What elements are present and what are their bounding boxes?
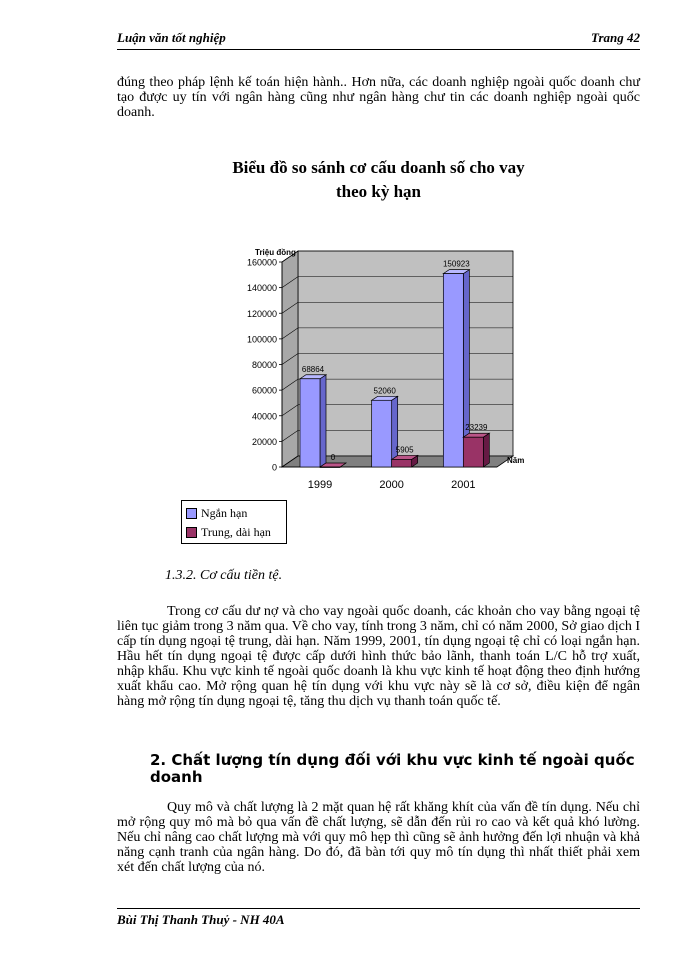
bar [392,459,412,467]
page-number: Trang 42 [591,30,640,45]
chart-title [117,156,640,204]
bar-side [320,375,326,467]
bar-value-label: 68864 [301,364,325,374]
legend-swatch-long-term [186,527,197,538]
bar-chart [245,243,565,493]
footer-rule [117,908,640,909]
bar [443,274,463,467]
section-heading-2: 2. Chất lượng tín dụng đối với khu vực kinh tế ngoài quốc doanh [150,751,635,786]
y-tick-label: 0 [271,462,277,473]
bar-side [483,433,489,467]
legend-item-long-term [186,525,271,539]
x-axis-label: Năm [507,456,525,465]
x-tick-label: 2000 [379,479,404,491]
y-tick-label: 20000 [251,436,277,447]
y-tick-label: 100000 [246,334,277,345]
x-tick-label: 2001 [451,479,476,491]
bar-value-label: 0 [330,453,336,462]
y-tick-label: 120000 [246,308,277,319]
bar-value-label: 23239 [465,423,488,433]
page-footer: Bùi Thị Thanh Thuỷ - NH 40A [117,912,285,927]
chart-title-line2: theo kỳ hạn [335,182,422,201]
intro-paragraph: đúng theo pháp lệnh kế toán hiện hành.. Hơn nữa, các doanh nghiệp ngoài quốc doanh chư tạo được uy tín với ngân hàng cũng như ngân hàng chư tin các doanh nghiệp ngoài quốc doanh. [117,75,640,120]
y-tick-label: 140000 [246,283,277,294]
bar [320,467,340,468]
bar-value-label: 150923 [442,259,470,269]
bar-value-label: 5905 [395,445,414,455]
legend-swatch-short-term [186,508,197,519]
paragraph-credit-quality: Quy mô và chất lượng là 2 mặt quan hệ rất khăng khít của vấn đề tín dụng. Nếu chỉ mở rộng quy mô mà bỏ qua vấn đề chất lượng, sẽ dẫn đến rủi ro cao và kết quả khó lường. Nếu chỉ nâng cao chất lượng mà với quy mô hẹp thì cũng sẽ ảnh hưởng đến lợi nhuận và khả năng cạnh tranh của ngân hàng. Do đó, đã bàn tới quy mô tín dụng thì nhất thiết phải xem xét đến chất lượng của nó. [117,800,640,875]
legend-label-short-term: Ngắn hạn [201,505,248,520]
legend-label-long-term: Trung, dài hạn [201,524,271,539]
paragraph-currency-structure: Trong cơ cấu dư nợ và cho vay ngoài quốc doanh, các khoản cho vay bằng ngoại tệ liên tục giảm trong 3 năm qua. Về cho vay, tính trong 3 năm, chỉ có năm 2000, Sở giao dịch I cấp tín dụng ngoại tệ trung, dài hạn. Năm 1999, 2001, tín dụng ngoại tệ chỉ có loại ngắn hạn. Hầu hết tín dụng ngoại tệ được cấp dưới hình thức bảo lãnh, thanh toán L/C hỗ trợ xuất, nhập khẩu. Khu vực kinh tế ngoài quốc doanh là khu vực kinh tế hoạt động theo định hướng xuất khẩu cao. Mở rộng quan hệ tín dụng với khu vực này sẽ là cơ sở, điều kiện để ngân hàng mở rộng tín dụng ngoại tệ, tăng thu dịch vụ thanh toán quốc tế. [117,604,640,709]
x-tick-label: 1999 [307,479,333,491]
section-heading-1-3-2: 1.3.2. Cơ cấu tiền tệ. [165,568,283,583]
y-tick-label: 40000 [251,411,277,422]
bar [300,379,320,467]
y-axis-label: Triệu đồng [255,248,296,257]
header-title: Luận văn tốt nghiệp [117,30,226,45]
y-tick-label: 80000 [251,360,277,370]
chart-title-line1: Biểu đồ so sánh cơ cấu doanh số cho vay [232,158,525,177]
page-header [117,30,640,48]
y-tick-label: 60000 [251,385,277,396]
y-tick-label: 160000 [246,257,277,268]
chart-legend [181,500,287,544]
header-rule [117,49,640,50]
legend-item-short-term [186,506,247,520]
bar-value-label: 52060 [373,386,396,396]
bar [463,437,483,467]
bar [372,400,392,467]
